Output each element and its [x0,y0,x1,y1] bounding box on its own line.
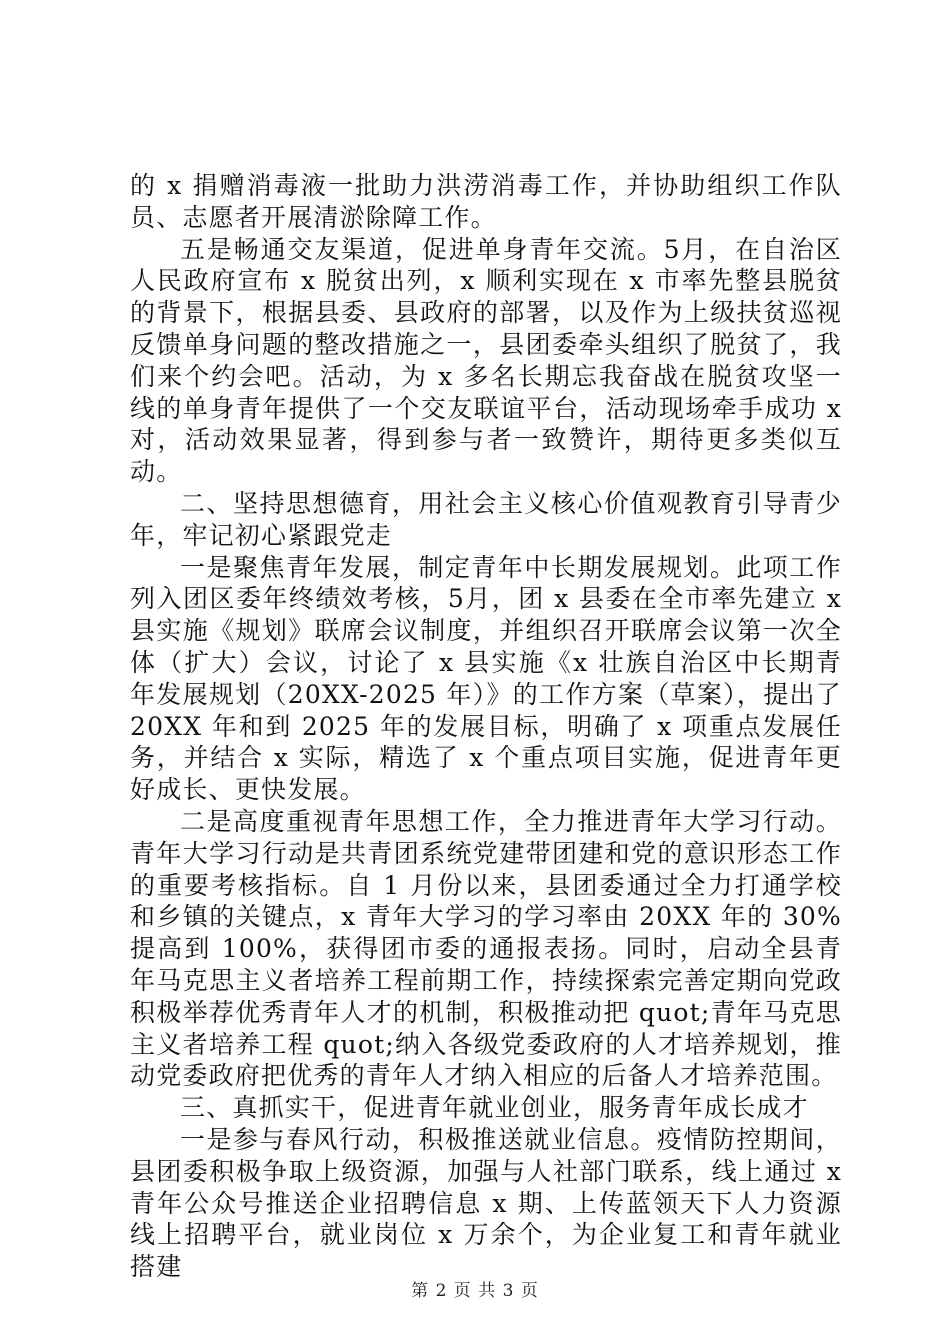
paragraph-1: 五是畅通交友渠道，促进单身青年交流。5月，在自治区人民政府宣布 x 脱贫出列，x 顺利实现在 x 市率先整县脱贫的背景下，根据县委、县政府的部署，以及作为上级扶贫巡视反馈单身问题的整改措施之一，县团委牵头组织了脱贫了，我们来个约会吧。活动，为 x 多名长期忘我奋战在脱贫攻坚一线的单身青年提供了一个交友联谊平台，活动现场牵手成功 x 对，活动效果显著，得到参与者一致赞许，期待更多类似互动。 [130,234,842,487]
page-footer: 第 2 页 共 3 页 [411,1281,539,1301]
paragraph-3: 一是聚焦青年发展，制定青年中长期发展规划。此项工作列入团区委年终绩效考核，5月，团 x 县委在全市率先建立 x 县实施《规划》联席会议制度，并组织召开联席会议第一次全体（扩大）会议，讨论了 x 县实施《x 壮族自治区中长期青年发展规划（20XX-2025 年）》的工作方案（草案），提出了 20XX 年和到 2025 年的发展目标，明确了 x 项重点发展任务，并结合 x 实际，精选了 x 个重点项目实施，促进青年更好成长、更快发展。 [130,552,842,805]
paragraph-5: 三、真抓实干，促进青年就业创业，服务青年成长成才 [180,1093,809,1123]
paragraph-4: 二是高度重视青年思想工作，全力推进青年大学习行动。青年大学习行动是共青团系统党建带团建和党的意识形态工作的重要考核指标。自 1 月份以来，县团委通过全力打通学校和乡镇的关键点，x 青年大学习的学习率由 20XX 年的 30%提高到 100%，获得团市委的通报表扬。同时，启动全县青年马克思主义者培养工程前期工作，持续探索完善定期向党政积极举荐优秀青年人才的机制，积极推动把 quot;青年马克思主义者培养工程 quot;纳入各级党委政府的人才培养规划，推动党委政府把优秀的青年人才纳入相应的后备人才培养范围。 [130,806,842,1091]
document-body [130,170,842,1283]
paragraph-0: 的 x 捐赠消毒液一批助力洪涝消毒工作，并协助组织工作队员、志愿者开展清淤除障工作。 [130,171,842,232]
paragraph-2: 二、坚持思想德育，用社会主义核心价值观教育引导青少年，牢记初心紧跟党走 [130,488,842,550]
paragraph-6: 一是参与春风行动，积极推送就业信息。疫情防控期间，县团委积极争取上级资源，加强与人社部门联系，线上通过 x 青年公众号推送企业招聘信息 x 期、上传蓝领天下人力资源线上招聘平台，就业岗位 x 万余个，为企业复工和青年就业搭建 [130,1124,842,1282]
